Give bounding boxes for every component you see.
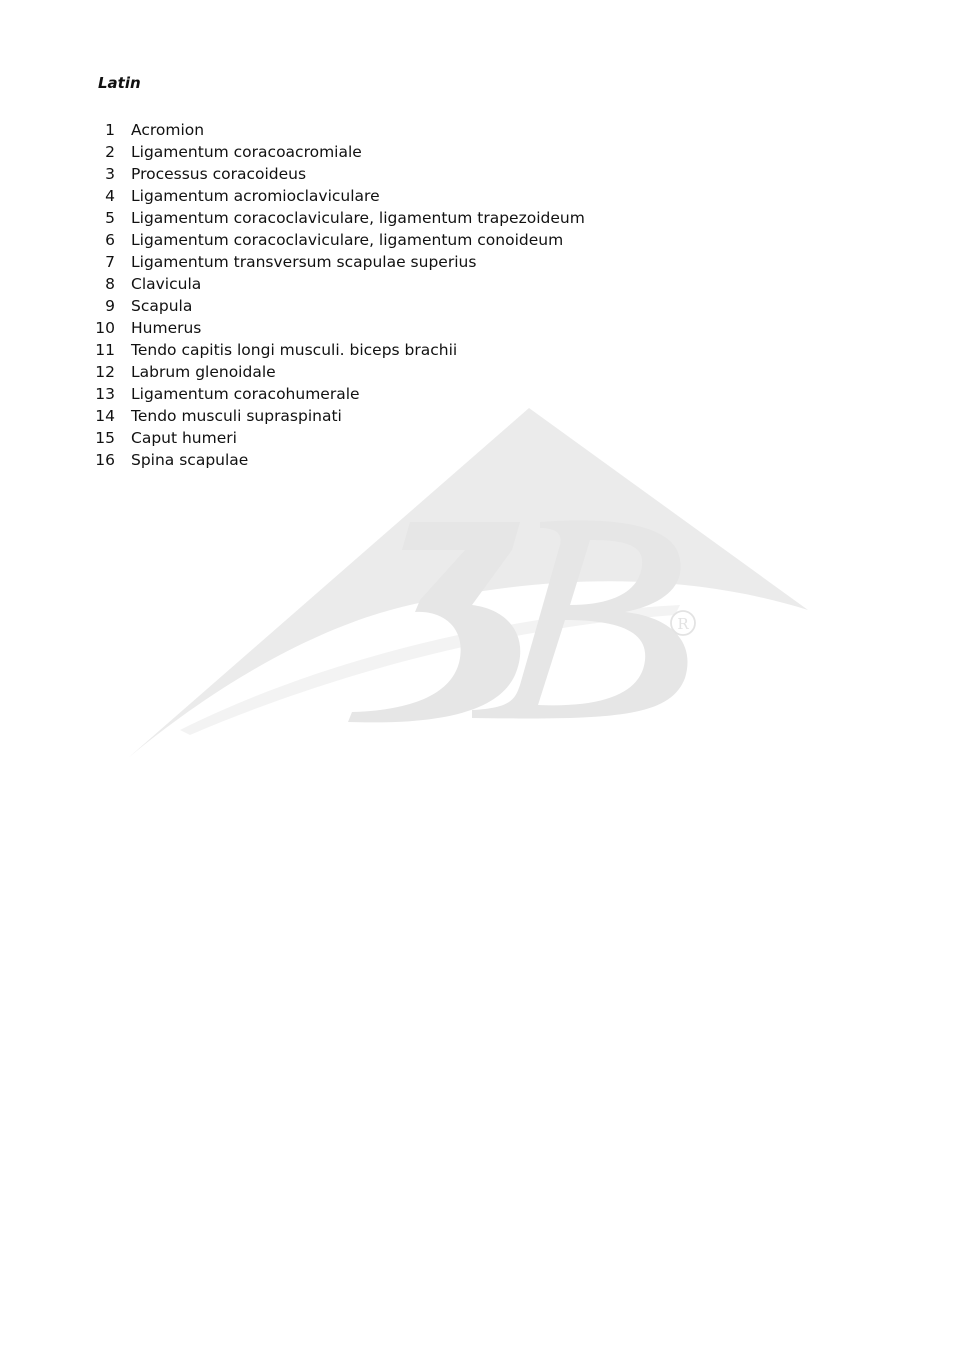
term-name: Humerus — [131, 319, 202, 337]
term-number: 3 — [105, 165, 115, 183]
term-number: 10 — [95, 319, 115, 337]
term-number: 4 — [105, 187, 115, 205]
list-item — [90, 229, 585, 251]
term-number: 1 — [105, 121, 115, 139]
term-name: Labrum glenoidale — [131, 363, 276, 381]
list-item — [90, 383, 585, 405]
term-number: 9 — [105, 297, 115, 315]
term-name: Processus coracoideus — [131, 165, 307, 183]
list-item — [90, 361, 585, 383]
term-number: 12 — [95, 363, 115, 381]
term-name: Acromion — [131, 121, 205, 139]
term-name: Ligamentum transversum scapulae superius — [131, 253, 477, 271]
list-item — [90, 449, 585, 471]
term-name: Ligamentum coracoclaviculare, ligamentum trapezoideum — [131, 209, 585, 227]
list-item — [90, 273, 585, 295]
term-name: Tendo capitis longi musculi. biceps brachii — [131, 341, 458, 359]
list-item — [90, 251, 585, 273]
list-item — [90, 317, 585, 339]
list-item — [90, 339, 585, 361]
term-number: 15 — [95, 429, 115, 447]
term-name: Ligamentum acromioclaviculare — [131, 187, 380, 205]
term-name: Clavicula — [131, 275, 202, 293]
term-number: 6 — [105, 231, 115, 249]
term-number: 8 — [105, 275, 115, 293]
list-item — [90, 163, 585, 185]
term-number: 7 — [105, 253, 115, 271]
list-item — [90, 295, 585, 317]
list-item — [90, 427, 585, 449]
term-number: 13 — [95, 385, 115, 403]
term-number: 16 — [95, 451, 115, 469]
term-name: Ligamentum coracoacromiale — [131, 143, 362, 161]
registered-mark-letter: R — [677, 615, 689, 633]
term-name: Caput humeri — [131, 429, 237, 447]
term-number: 11 — [95, 341, 115, 359]
term-number: 2 — [105, 143, 115, 161]
list-item — [90, 207, 585, 229]
term-name: Ligamentum coracohumerale — [131, 385, 360, 403]
term-name: Scapula — [131, 297, 193, 315]
list-item — [90, 405, 585, 427]
list-item — [90, 185, 585, 207]
term-name: Spina scapulae — [131, 451, 249, 469]
list-item — [90, 119, 585, 141]
term-number: 5 — [105, 209, 115, 227]
term-name: Ligamentum coracoclaviculare, ligamentum conoideum — [131, 231, 564, 249]
list-item — [90, 141, 585, 163]
term-number: 14 — [95, 407, 115, 425]
anatomy-term-list — [90, 119, 585, 471]
page-heading: Latin — [98, 74, 141, 92]
term-name: Tendo musculi supraspinati — [131, 407, 342, 425]
